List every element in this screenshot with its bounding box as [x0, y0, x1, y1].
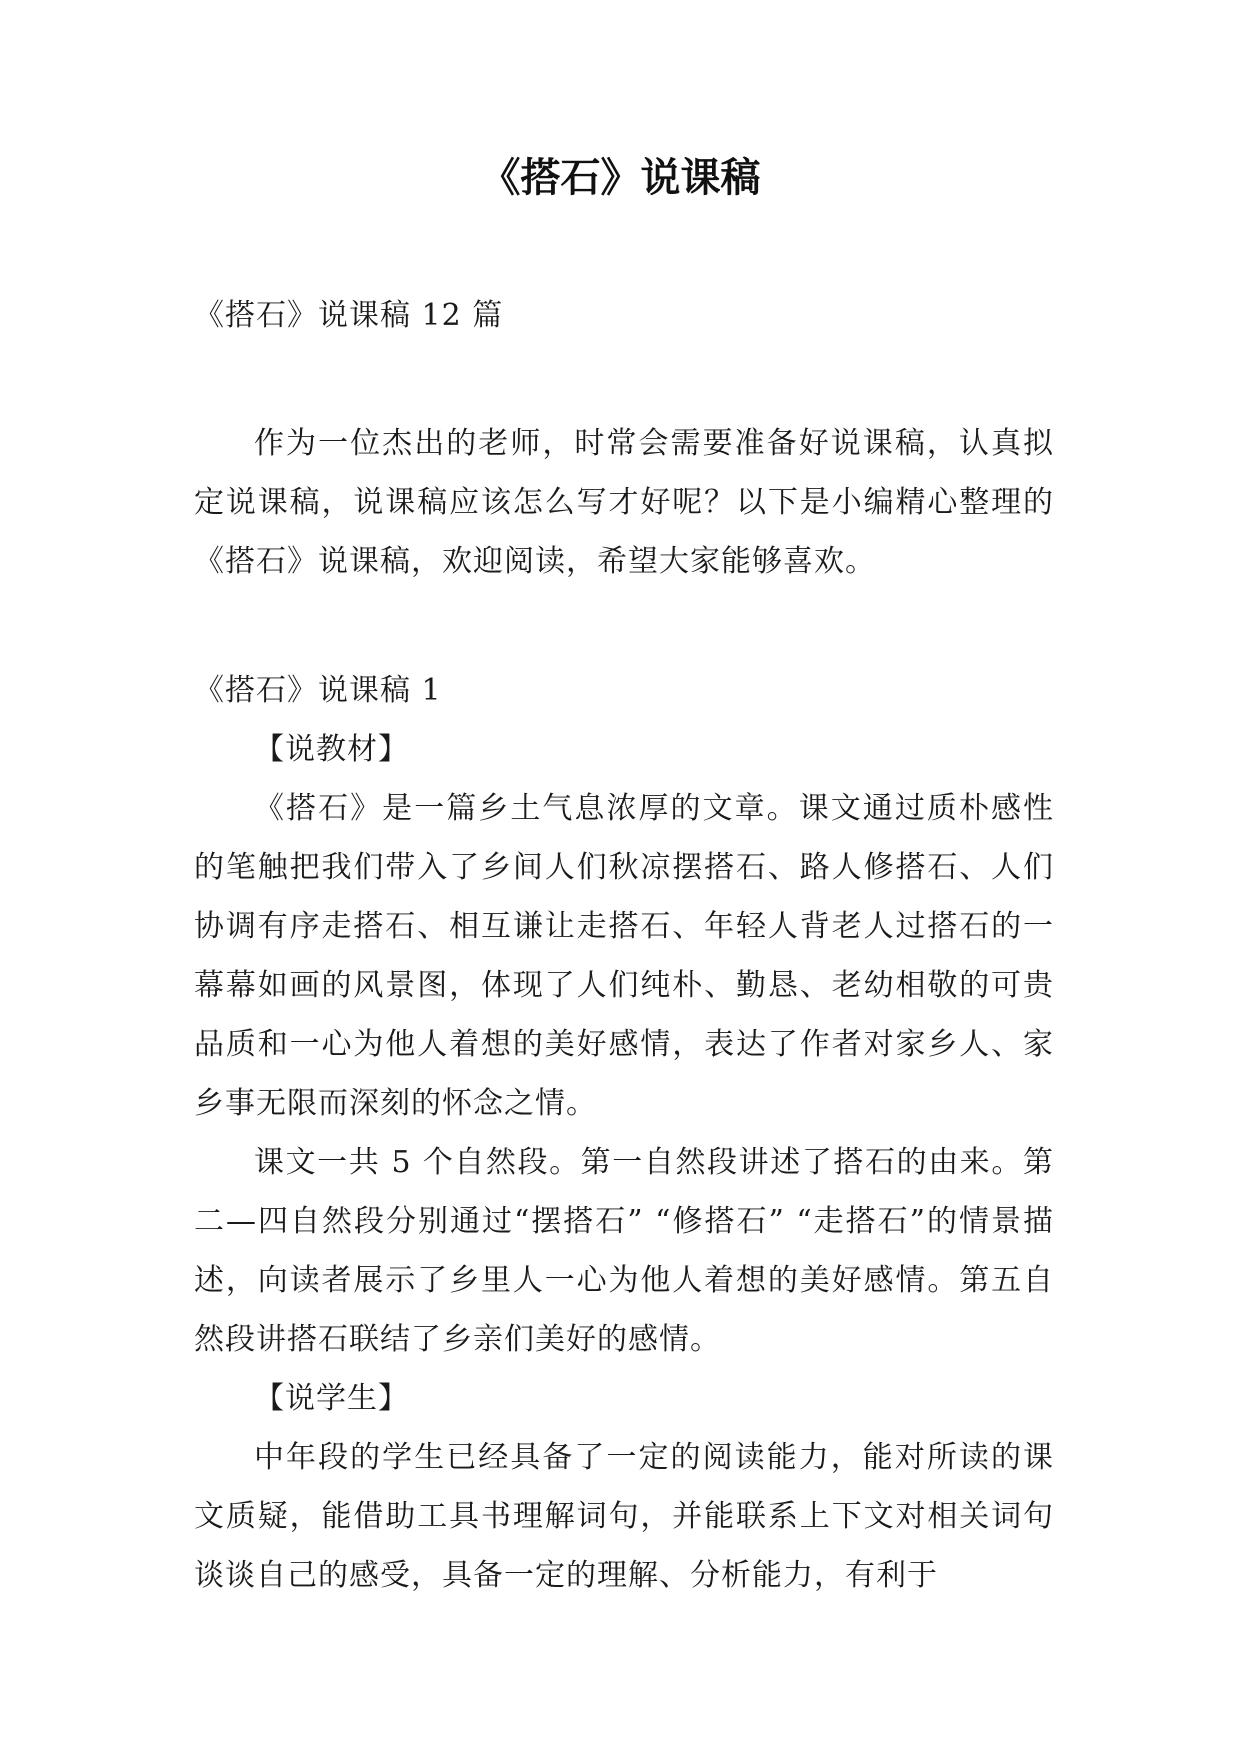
heading-students: 【说学生】: [254, 1381, 409, 1416]
textbook-paragraph-2: 课文一共 5 个自然段。第一自然段讲述了搭石的由来。第二—四自然段分别通过“摆搭石” “修搭石” “走搭石”的情景描述，向读者展示了乡里人一心为他人着想的美好感情。第五自然段讲搭石联结了乡亲们美好的感情。: [194, 1145, 1054, 1357]
document-subtitle: 《搭石》说课稿 12 篇: [194, 298, 504, 333]
document-title: 《搭石》说课稿: [480, 155, 761, 201]
document-body: [194, 286, 1054, 1605]
intro-paragraph: 作为一位杰出的老师，时常会需要准备好说课稿，认真拟定说课稿，说课稿应该怎么写才好呢？以下是小编精心整理的《搭石》说课稿，欢迎阅读，希望大家能够喜欢。: [194, 426, 1054, 579]
heading-textbook: 【说教材】: [254, 732, 409, 767]
section-title: 《搭石》说课稿 1: [194, 673, 442, 708]
textbook-paragraph-1: 《搭石》是一篇乡土气息浓厚的文章。课文通过质朴感性的笔触把我们带入了乡间人们秋凉摆搭石、路人修搭石、人们协调有序走搭石、相互谦让走搭石、年轻人背老人过搭石的一幕幕如画的风景图，体现了人们纯朴、勤恳、老幼相敬的可贵品质和一心为他人着想的美好感情，表达了作者对家乡人、家乡事无限而深刻的怀念之情。: [194, 791, 1054, 1121]
students-paragraph-1: 中年段的学生已经具备了一定的阅读能力，能对所读的课文质疑，能借助工具书理解词句，并能联系上下文对相关词句谈谈自己的感受，具备一定的理解、分析能力，有利于: [194, 1440, 1054, 1593]
